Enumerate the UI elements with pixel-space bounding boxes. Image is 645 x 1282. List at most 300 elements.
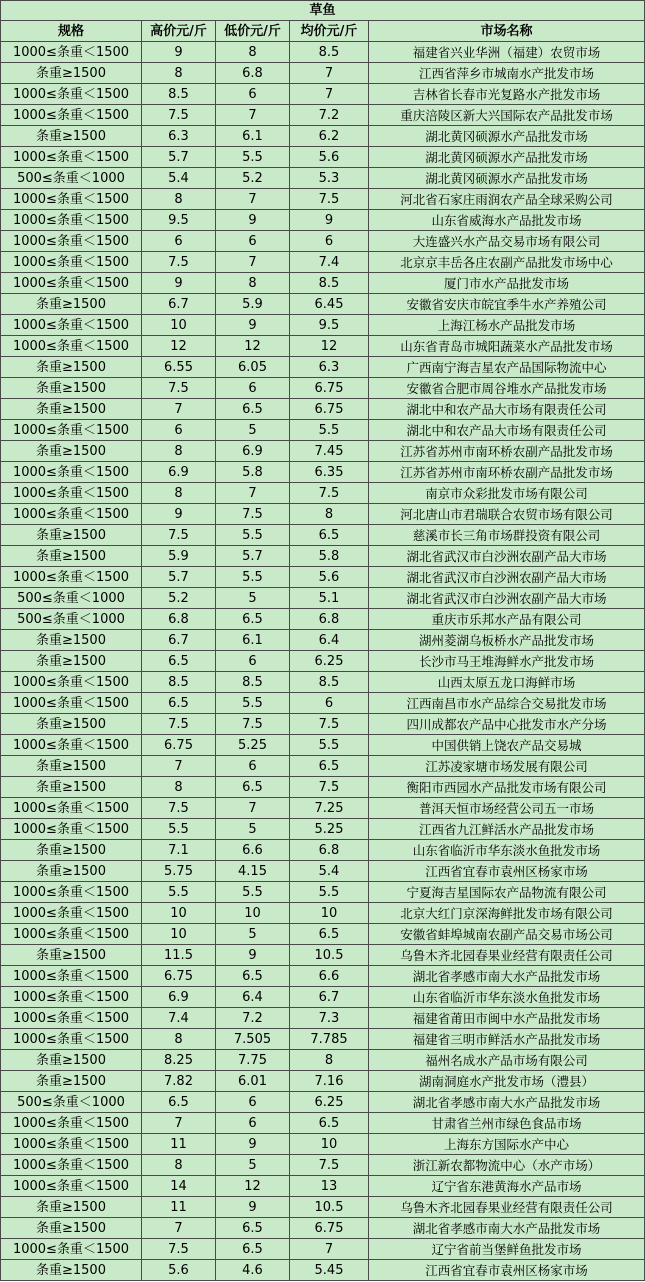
table-row [1, 1239, 645, 1260]
cell-low-price: 6.5 [216, 1239, 290, 1260]
cell-avg-price: 5.5 [290, 735, 369, 756]
table-row [1, 378, 645, 399]
cell-spec: 1000≤条重＜1500 [1, 903, 142, 924]
cell-low-price: 6.6 [216, 840, 290, 861]
cell-spec: 500≤条重＜1000 [1, 168, 142, 189]
cell-avg-price: 7.4 [290, 252, 369, 273]
cell-low-price: 5 [216, 420, 290, 441]
table-row [1, 756, 645, 777]
cell-avg-price: 6.8 [290, 609, 369, 630]
cell-avg-price: 7 [290, 84, 369, 105]
cell-low-price: 5 [216, 924, 290, 945]
cell-low-price: 9 [216, 1134, 290, 1155]
cell-avg-price: 10 [290, 1134, 369, 1155]
cell-avg-price: 6.75 [290, 399, 369, 420]
cell-low-price: 9 [216, 315, 290, 336]
cell-low-price: 4.15 [216, 861, 290, 882]
table-row [1, 672, 645, 693]
cell-market: 山西太原五龙口海鲜市场 [369, 672, 645, 693]
cell-spec: 1000≤条重＜1500 [1, 315, 142, 336]
cell-market: 江苏省苏州市南环桥农副产品批发市场 [369, 441, 645, 462]
cell-avg-price: 5.5 [290, 882, 369, 903]
cell-spec: 1000≤条重＜1500 [1, 210, 142, 231]
cell-avg-price: 7.5 [290, 189, 369, 210]
cell-high-price: 10 [142, 315, 216, 336]
cell-high-price: 10 [142, 924, 216, 945]
cell-avg-price: 7.5 [290, 483, 369, 504]
cell-spec: 条重≥1500 [1, 1071, 142, 1092]
cell-high-price: 7.1 [142, 840, 216, 861]
cell-market: 山东省威海水产品批发市场 [369, 210, 645, 231]
cell-market: 北京大红门京深海鲜批发市场有限公司 [369, 903, 645, 924]
header-row [1, 21, 645, 42]
table-row [1, 1113, 645, 1134]
cell-low-price: 6.5 [216, 966, 290, 987]
cell-high-price: 9 [142, 504, 216, 525]
cell-high-price: 11 [142, 1197, 216, 1218]
cell-spec: 条重≥1500 [1, 714, 142, 735]
cell-high-price: 6.8 [142, 609, 216, 630]
table-row [1, 525, 645, 546]
cell-avg-price: 12 [290, 336, 369, 357]
cell-avg-price: 6 [290, 231, 369, 252]
cell-spec: 1000≤条重＜1500 [1, 420, 142, 441]
cell-spec: 1000≤条重＜1500 [1, 84, 142, 105]
cell-spec: 条重≥1500 [1, 1050, 142, 1071]
cell-high-price: 7 [142, 399, 216, 420]
cell-market: 山东省青岛市城阳蔬菜水产品批发市场 [369, 336, 645, 357]
table-row [1, 420, 645, 441]
cell-spec: 1000≤条重＜1500 [1, 924, 142, 945]
cell-avg-price: 8 [290, 1050, 369, 1071]
cell-market: 吉林省长春市光复路水产批发市场 [369, 84, 645, 105]
cell-avg-price: 7 [290, 1239, 369, 1260]
cell-avg-price: 5.45 [290, 1260, 369, 1281]
table-row [1, 588, 645, 609]
table-row [1, 630, 645, 651]
cell-high-price: 6.5 [142, 651, 216, 672]
cell-avg-price: 10.5 [290, 945, 369, 966]
cell-high-price: 9 [142, 273, 216, 294]
cell-market: 湖北黄冈硕源水产品批发市场 [369, 147, 645, 168]
table-row [1, 462, 645, 483]
cell-low-price: 9 [216, 1197, 290, 1218]
cell-spec: 条重≥1500 [1, 840, 142, 861]
cell-market: 慈溪市长三角市场群投资有限公司 [369, 525, 645, 546]
cell-low-price: 7.505 [216, 1029, 290, 1050]
cell-avg-price: 6.25 [290, 1092, 369, 1113]
cell-market: 湖北省武汉市白沙洲农副产品大市场 [369, 588, 645, 609]
cell-high-price: 7.5 [142, 798, 216, 819]
cell-high-price: 8 [142, 63, 216, 84]
cell-market: 上海江杨水产品批发市场 [369, 315, 645, 336]
cell-high-price: 6.5 [142, 1092, 216, 1113]
cell-avg-price: 7.3 [290, 1008, 369, 1029]
table-row [1, 861, 645, 882]
table-title: 草鱼 [1, 1, 645, 21]
cell-avg-price: 6.45 [290, 294, 369, 315]
cell-low-price: 5.7 [216, 546, 290, 567]
cell-spec: 条重≥1500 [1, 525, 142, 546]
cell-avg-price: 6.5 [290, 756, 369, 777]
cell-high-price: 7.4 [142, 1008, 216, 1029]
table-row [1, 924, 645, 945]
cell-high-price: 6.9 [142, 462, 216, 483]
cell-low-price: 6 [216, 84, 290, 105]
title-row [1, 1, 645, 21]
cell-spec: 条重≥1500 [1, 126, 142, 147]
table-row [1, 63, 645, 84]
cell-low-price: 7.5 [216, 714, 290, 735]
table-row [1, 210, 645, 231]
cell-high-price: 5.7 [142, 567, 216, 588]
table-row [1, 651, 645, 672]
cell-low-price: 6.5 [216, 777, 290, 798]
cell-market: 厦门市水产品批发市场 [369, 273, 645, 294]
cell-spec: 条重≥1500 [1, 63, 142, 84]
table-row [1, 1050, 645, 1071]
cell-spec: 条重≥1500 [1, 294, 142, 315]
cell-market: 乌鲁木齐北园春果业经营有限责任公司 [369, 1197, 645, 1218]
cell-market: 湖北省孝感市南大水产品批发市场 [369, 1218, 645, 1239]
cell-avg-price: 6 [290, 693, 369, 714]
cell-market: 北京京丰岳各庄农副产品批发市场中心 [369, 252, 645, 273]
cell-spec: 1000≤条重＜1500 [1, 462, 142, 483]
table-row [1, 567, 645, 588]
cell-high-price: 7.5 [142, 1239, 216, 1260]
cell-market: 湖北中和农产品大市场有限责任公司 [369, 420, 645, 441]
cell-low-price: 7.2 [216, 1008, 290, 1029]
cell-low-price: 5.9 [216, 294, 290, 315]
table-row [1, 441, 645, 462]
cell-low-price: 5.5 [216, 525, 290, 546]
cell-high-price: 7.5 [142, 525, 216, 546]
cell-low-price: 6.1 [216, 630, 290, 651]
cell-avg-price: 7.16 [290, 1071, 369, 1092]
cell-spec: 1000≤条重＜1500 [1, 147, 142, 168]
cell-spec: 条重≥1500 [1, 1197, 142, 1218]
cell-spec: 1000≤条重＜1500 [1, 693, 142, 714]
cell-low-price: 6.5 [216, 609, 290, 630]
cell-low-price: 6 [216, 651, 290, 672]
cell-avg-price: 6.5 [290, 924, 369, 945]
cell-high-price: 7.5 [142, 105, 216, 126]
cell-high-price: 6.7 [142, 294, 216, 315]
cell-high-price: 8 [142, 777, 216, 798]
table-row [1, 189, 645, 210]
cell-avg-price: 7.5 [290, 777, 369, 798]
cell-market: 湖北省武汉市白沙洲农副产品大市场 [369, 567, 645, 588]
table-row [1, 1197, 645, 1218]
cell-market: 河北唐山市君瑞联合农贸市场有限公司 [369, 504, 645, 525]
cell-high-price: 5.4 [142, 168, 216, 189]
cell-market: 安徽省安庆市皖宜季牛水产养殖公司 [369, 294, 645, 315]
table-row [1, 987, 645, 1008]
cell-market: 上海东方国际水产中心 [369, 1134, 645, 1155]
header-market: 市场名称 [369, 21, 645, 42]
cell-low-price: 12 [216, 336, 290, 357]
cell-market: 福建省三明市鲜活水产品批发市场 [369, 1029, 645, 1050]
cell-high-price: 5.7 [142, 147, 216, 168]
cell-low-price: 8 [216, 273, 290, 294]
cell-spec: 1000≤条重＜1500 [1, 273, 142, 294]
cell-high-price: 5.5 [142, 819, 216, 840]
cell-avg-price: 7.2 [290, 105, 369, 126]
cell-high-price: 7 [142, 1218, 216, 1239]
cell-avg-price: 6.75 [290, 378, 369, 399]
cell-market: 江西省萍乡市城南水产批发市场 [369, 63, 645, 84]
cell-avg-price: 7 [290, 63, 369, 84]
cell-high-price: 8 [142, 189, 216, 210]
cell-market: 重庆市乐邦水产品有限公司 [369, 609, 645, 630]
cell-high-price: 7 [142, 756, 216, 777]
cell-spec: 1000≤条重＜1500 [1, 231, 142, 252]
cell-high-price: 6.3 [142, 126, 216, 147]
cell-avg-price: 9.5 [290, 315, 369, 336]
cell-high-price: 6.5 [142, 693, 216, 714]
cell-market: 长沙市马王堆海鲜水产批发市场 [369, 651, 645, 672]
cell-low-price: 6 [216, 756, 290, 777]
cell-market: 湖南洞庭水产批发市场（澧县） [369, 1071, 645, 1092]
cell-market: 江西省宜春市袁州区杨家市场 [369, 861, 645, 882]
table-row [1, 84, 645, 105]
cell-avg-price: 5.6 [290, 567, 369, 588]
cell-avg-price: 5.1 [290, 588, 369, 609]
cell-high-price: 6.75 [142, 966, 216, 987]
table-row [1, 777, 645, 798]
table-row [1, 1029, 645, 1050]
cell-avg-price: 10 [290, 903, 369, 924]
cell-low-price: 6.01 [216, 1071, 290, 1092]
cell-low-price: 7 [216, 189, 290, 210]
cell-avg-price: 6.7 [290, 987, 369, 1008]
table-row [1, 966, 645, 987]
cell-market: 四川成都农产品中心批发市水产分场 [369, 714, 645, 735]
cell-spec: 条重≥1500 [1, 1218, 142, 1239]
cell-low-price: 4.6 [216, 1260, 290, 1281]
cell-spec: 1000≤条重＜1500 [1, 672, 142, 693]
cell-low-price: 5.25 [216, 735, 290, 756]
cell-market: 普洱天恒市场经营公司五一市场 [369, 798, 645, 819]
table-row [1, 1092, 645, 1113]
cell-avg-price: 8.5 [290, 273, 369, 294]
cell-low-price: 5.5 [216, 567, 290, 588]
cell-avg-price: 10.5 [290, 1197, 369, 1218]
cell-high-price: 11.5 [142, 945, 216, 966]
cell-market: 湖北黄冈硕源水产品批发市场 [369, 168, 645, 189]
cell-spec: 1000≤条重＜1500 [1, 882, 142, 903]
cell-high-price: 5.75 [142, 861, 216, 882]
header-high-price: 高价元/斤 [142, 21, 216, 42]
cell-avg-price: 6.35 [290, 462, 369, 483]
cell-spec: 1000≤条重＜1500 [1, 966, 142, 987]
cell-market: 江西省九江鲜活水产品批发市场 [369, 819, 645, 840]
table-row [1, 1008, 645, 1029]
cell-spec: 1000≤条重＜1500 [1, 1134, 142, 1155]
cell-spec: 条重≥1500 [1, 1260, 142, 1281]
cell-low-price: 6.4 [216, 987, 290, 1008]
cell-low-price: 5 [216, 588, 290, 609]
cell-spec: 条重≥1500 [1, 945, 142, 966]
cell-spec: 条重≥1500 [1, 861, 142, 882]
cell-market: 浙江新农都物流中心（水产市场） [369, 1155, 645, 1176]
cell-high-price: 6.9 [142, 987, 216, 1008]
table-row [1, 945, 645, 966]
cell-spec: 1000≤条重＜1500 [1, 567, 142, 588]
cell-market: 中国供销上饶农产品交易城 [369, 735, 645, 756]
table-row [1, 126, 645, 147]
cell-low-price: 9 [216, 210, 290, 231]
table-row [1, 105, 645, 126]
cell-market: 大连盛兴水产品交易市场有限公司 [369, 231, 645, 252]
cell-avg-price: 13 [290, 1176, 369, 1197]
cell-low-price: 6.5 [216, 399, 290, 420]
cell-spec: 条重≥1500 [1, 546, 142, 567]
cell-high-price: 14 [142, 1176, 216, 1197]
cell-avg-price: 6.6 [290, 966, 369, 987]
cell-market: 衡阳市西园水产品批发市场有限公司 [369, 777, 645, 798]
cell-avg-price: 8.5 [290, 42, 369, 63]
cell-spec: 1000≤条重＜1500 [1, 1113, 142, 1134]
cell-spec: 1000≤条重＜1500 [1, 1029, 142, 1050]
cell-high-price: 8 [142, 441, 216, 462]
cell-low-price: 6.9 [216, 441, 290, 462]
cell-high-price: 10 [142, 903, 216, 924]
table-row [1, 168, 645, 189]
cell-low-price: 6.1 [216, 126, 290, 147]
header-spec: 规格 [1, 21, 142, 42]
cell-spec: 1000≤条重＜1500 [1, 1176, 142, 1197]
cell-market: 福建省莆田市闽中水产品批发市场 [369, 1008, 645, 1029]
cell-market: 湖北省武汉市白沙洲农副产品大市场 [369, 546, 645, 567]
cell-high-price: 7.5 [142, 378, 216, 399]
table-body [1, 42, 645, 1281]
cell-low-price: 7.5 [216, 504, 290, 525]
cell-market: 江苏凌家塘市场发展有限公司 [369, 756, 645, 777]
table-row [1, 819, 645, 840]
cell-high-price: 8 [142, 1029, 216, 1050]
cell-low-price: 5 [216, 1155, 290, 1176]
cell-avg-price: 7.45 [290, 441, 369, 462]
cell-low-price: 5.2 [216, 168, 290, 189]
cell-avg-price: 5.3 [290, 168, 369, 189]
cell-avg-price: 5.5 [290, 420, 369, 441]
cell-market: 湖北黄冈硕源水产品批发市场 [369, 126, 645, 147]
cell-high-price: 7.5 [142, 714, 216, 735]
cell-avg-price: 5.4 [290, 861, 369, 882]
table-row [1, 1176, 645, 1197]
cell-avg-price: 5.8 [290, 546, 369, 567]
cell-spec: 条重≥1500 [1, 651, 142, 672]
cell-spec: 1000≤条重＜1500 [1, 189, 142, 210]
cell-low-price: 8.5 [216, 672, 290, 693]
cell-low-price: 5.5 [216, 693, 290, 714]
table-row [1, 1218, 645, 1239]
cell-low-price: 12 [216, 1176, 290, 1197]
cell-market: 辽宁省前当堡鲜鱼批发市场 [369, 1239, 645, 1260]
table-row [1, 693, 645, 714]
cell-avg-price: 6.2 [290, 126, 369, 147]
cell-spec: 1000≤条重＜1500 [1, 1155, 142, 1176]
cell-high-price: 5.9 [142, 546, 216, 567]
cell-market: 湖北省孝感市南大水产品批发市场 [369, 1092, 645, 1113]
cell-spec: 1000≤条重＜1500 [1, 336, 142, 357]
cell-spec: 1000≤条重＜1500 [1, 987, 142, 1008]
cell-high-price: 12 [142, 336, 216, 357]
table-row [1, 315, 645, 336]
table-row [1, 147, 645, 168]
cell-market: 福州名成水产品市场有限公司 [369, 1050, 645, 1071]
cell-high-price: 9 [142, 42, 216, 63]
cell-spec: 1000≤条重＜1500 [1, 1008, 142, 1029]
cell-spec: 条重≥1500 [1, 777, 142, 798]
cell-market: 湖北中和农产品大市场有限责任公司 [369, 399, 645, 420]
table-row [1, 399, 645, 420]
table-row [1, 42, 645, 63]
cell-market: 福建省兴业华洲（福建）农贸市场 [369, 42, 645, 63]
cell-high-price: 6.75 [142, 735, 216, 756]
cell-high-price: 11 [142, 1134, 216, 1155]
cell-avg-price: 6.5 [290, 1113, 369, 1134]
cell-market: 江西南昌市水产品综合交易批发市场 [369, 693, 645, 714]
table-row [1, 840, 645, 861]
table-row [1, 546, 645, 567]
header-low-price: 低价元/斤 [216, 21, 290, 42]
cell-market: 乌鲁木齐北园春果业经营有限责任公司 [369, 945, 645, 966]
cell-high-price: 8 [142, 483, 216, 504]
table-row [1, 273, 645, 294]
table-row [1, 504, 645, 525]
cell-avg-price: 8 [290, 504, 369, 525]
cell-high-price: 7.5 [142, 252, 216, 273]
table-row [1, 1071, 645, 1092]
cell-low-price: 7 [216, 483, 290, 504]
cell-spec: 1000≤条重＜1500 [1, 252, 142, 273]
cell-spec: 条重≥1500 [1, 441, 142, 462]
cell-low-price: 5 [216, 819, 290, 840]
cell-market: 重庆涪陵区新大兴国际农产品批发市场 [369, 105, 645, 126]
table-row [1, 1134, 645, 1155]
cell-spec: 500≤条重＜1000 [1, 609, 142, 630]
cell-spec: 条重≥1500 [1, 756, 142, 777]
cell-low-price: 5.8 [216, 462, 290, 483]
table-row [1, 882, 645, 903]
table-row [1, 735, 645, 756]
cell-high-price: 5.5 [142, 882, 216, 903]
table-row [1, 252, 645, 273]
cell-market: 山东省临沂市华东淡水鱼批发市场 [369, 840, 645, 861]
cell-avg-price: 9 [290, 210, 369, 231]
header-avg-price: 均价元/斤 [290, 21, 369, 42]
cell-market: 辽宁省东港黄海水产品市场 [369, 1176, 645, 1197]
cell-market: 安徽省合肥市周谷堆水产品批发市场 [369, 378, 645, 399]
table-row [1, 903, 645, 924]
cell-avg-price: 6.5 [290, 525, 369, 546]
cell-spec: 1000≤条重＜1500 [1, 105, 142, 126]
cell-high-price: 8.5 [142, 672, 216, 693]
cell-spec: 500≤条重＜1000 [1, 1092, 142, 1113]
cell-low-price: 5.5 [216, 882, 290, 903]
cell-spec: 1000≤条重＜1500 [1, 42, 142, 63]
cell-low-price: 6 [216, 1113, 290, 1134]
cell-avg-price: 5.25 [290, 819, 369, 840]
table-row [1, 714, 645, 735]
cell-market: 湖州菱湖乌板桥水产品批发市场 [369, 630, 645, 651]
cell-avg-price: 7.785 [290, 1029, 369, 1050]
table-row [1, 1260, 645, 1281]
cell-avg-price: 8.5 [290, 672, 369, 693]
cell-market: 广西南宁海吉星农产品国际物流中心 [369, 357, 645, 378]
